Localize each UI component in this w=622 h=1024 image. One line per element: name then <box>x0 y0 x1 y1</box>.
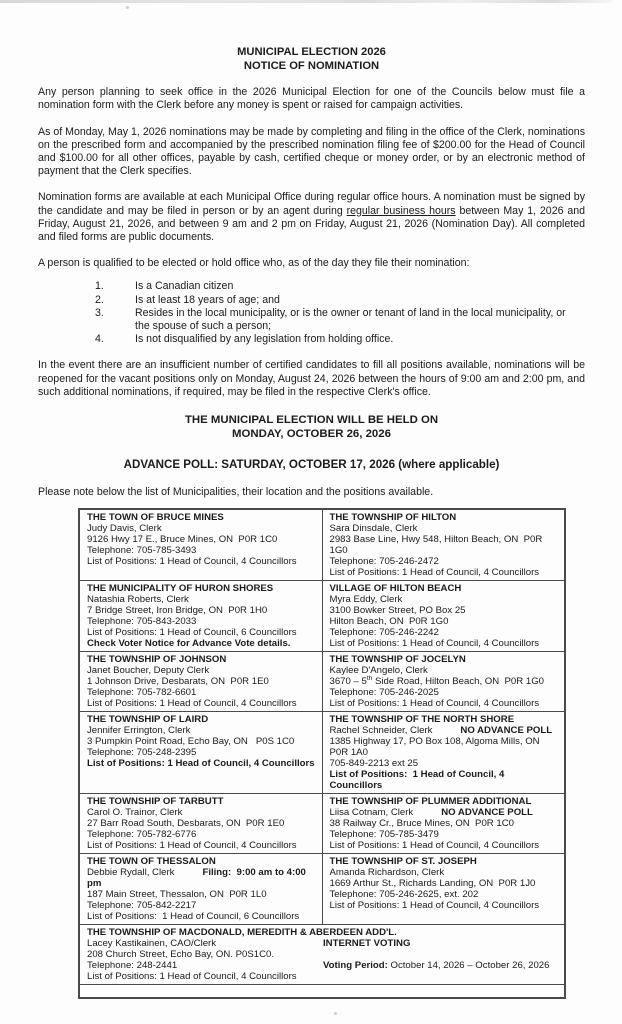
municipality-detail-line <box>330 556 560 567</box>
municipality-row <box>79 652 565 712</box>
municipality-detail-line <box>330 665 560 676</box>
municipality-name: THE TOWNSHIP OF HILTON <box>329 512 457 524</box>
paragraph-insufficient-candidates: In the event there are an insufficient number of certified candidates to fill all positions available, nominations will be reopened for the vacant positions only on Monday, August 24, 2026 between the hours of 9:00 am and 2:00 pm, and such additional nominations, if required, may be filed in the respective Clerk's office. <box>38 359 585 398</box>
municipality-name: THE TOWNSHIP OF JOHNSON <box>87 654 227 666</box>
cell-text: Natashia Roberts, Clerk <box>87 594 189 606</box>
municipality-cell <box>79 581 322 652</box>
municipality-detail-line <box>87 523 317 534</box>
cell-text: Telephone: 705-248-2395 <box>87 747 197 759</box>
cell-text: List of Positions: 1 Head of Council, 6 Councillors <box>87 911 300 923</box>
cell-text: Amanda Richardson, Clerk <box>329 867 445 879</box>
empty-table-row <box>79 985 565 999</box>
cell-text: List of Positions: 1 Head of Council, 6 Councillors <box>87 627 297 639</box>
cell-text: Telephone: 705-842-2217 <box>87 900 197 912</box>
municipality-detail-line <box>323 938 559 949</box>
cell-text: 1385 Highway 17, PO Box 108, Algoma Mills, ON <box>329 736 540 748</box>
cell-text: October 14, 2026 – October 26, 2026 <box>387 960 550 972</box>
municipality-detail-line <box>330 605 560 616</box>
municipality-detail-line <box>330 878 560 889</box>
municipality-detail-line <box>87 840 317 851</box>
cell-text: Telephone: 705-782-6776 <box>87 829 197 841</box>
document-content <box>38 46 585 999</box>
election-date-line-2: MONDAY, OCTOBER 26, 2026 <box>232 428 391 441</box>
cell-text: 3 Pumpkin Point Road, Echo Bay, ON P0S 1C0 <box>87 736 295 748</box>
cell-text: Telephone: 705-785-3493 <box>87 545 197 557</box>
municipality-row <box>79 581 565 652</box>
municipality-detail-line <box>330 769 560 791</box>
cell-text: Hilton Beach, ON P0R 1G0 <box>329 616 449 628</box>
municipality-detail-line <box>330 818 560 829</box>
cell-text: List of Positions: 1 Head of Council, 4 Councillors <box>329 567 540 579</box>
list-item <box>38 307 585 333</box>
cell-text: List of Positions: 1 Head of Council, 4 Councillors <box>87 556 297 568</box>
election-date-notice <box>38 413 585 441</box>
cell-text: 705-849-2213 ext 25 <box>329 758 419 770</box>
municipality-detail-line <box>87 807 317 818</box>
cell-text: Telephone: 705-246-2025 <box>329 687 439 699</box>
cell-text: Myra Eddy, Clerk <box>329 594 403 606</box>
cell-text: Side Road, Hilton Beach, ON P0R 1G0 <box>372 676 544 688</box>
cell-text: List of Positions: 1 Head of Council, 4 Councillors <box>329 769 508 792</box>
municipality-detail-line <box>87 534 317 545</box>
municipality-cell <box>79 794 322 854</box>
municipality-row <box>79 509 565 581</box>
municipalities-table-body <box>79 509 565 998</box>
municipality-name: THE TOWNSHIP OF JOCELYN <box>329 654 466 666</box>
municipality-detail-line <box>87 829 317 840</box>
municipality-detail-line <box>87 889 317 900</box>
municipality-detail-line <box>87 665 317 676</box>
cell-text: INTERNET VOTING <box>323 938 411 950</box>
cell-text: List of Positions: 1 Head of Council, 4 Councillors <box>329 900 540 912</box>
list-item-number: 3. <box>95 306 104 319</box>
municipality-cell <box>322 794 565 854</box>
paragraph-qualification-lead: A person is qualified to be elected or hold office who, as of the day they file their nomination: <box>38 257 470 270</box>
cell-text: 187 Main Street, Thessalon, ON P0R 1L0 <box>87 889 267 901</box>
cell-text: Telephone: 705-785-3479 <box>329 829 439 841</box>
municipality-detail-line <box>87 594 317 605</box>
scan-speck <box>334 1012 337 1015</box>
municipality-cell <box>79 712 322 794</box>
municipality-detail-line <box>87 725 317 736</box>
cell-text: Telephone: 705-246-2625, ext. 202 <box>329 889 479 901</box>
cell-text: 208 Church Street, Echo Bay, ON. P0S1C0. <box>87 949 274 961</box>
municipality-detail-line <box>330 676 560 687</box>
municipality-detail-line <box>330 687 560 698</box>
municipality-detail-line <box>330 900 560 911</box>
list-item-text: Resides in the local municipality, or is the owner or tenant of land in the local municipality, or the spouse of such a person; <box>135 306 566 333</box>
list-item-text: Is at least 18 years of age; and <box>135 293 280 306</box>
advance-poll-notice: ADVANCE POLL: SATURDAY, OCTOBER 17, 2026 (where applicable) <box>123 458 500 472</box>
paragraph-nomination-forms <box>38 191 585 244</box>
municipality-cell <box>79 509 322 581</box>
municipality-detail-line <box>323 960 559 971</box>
municipality-detail-line <box>87 747 317 758</box>
municipality-detail-line <box>87 960 323 971</box>
cell-text: 3100 Bowker Street, PO Box 25 <box>329 605 466 617</box>
cell-text: List of Positions: 1 Head of Council, 4 Councillors <box>329 698 540 710</box>
cell-text: List of Positions: 1 Head of Council, 4 Councillors <box>329 840 540 852</box>
municipality-detail-line <box>87 911 317 922</box>
cell-text: Telephone: 705-782-6601 <box>87 687 197 699</box>
municipality-detail-line <box>87 971 323 982</box>
qualification-list <box>38 280 585 346</box>
municipality-detail-line <box>87 818 317 829</box>
municipality-detail-line <box>87 938 323 949</box>
paragraph-filing-fee: As of Monday, May 1, 2026 nominations may be made by completing and filing in the office of the Clerk, nominations on the prescribed form and accompanied by the prescribed nomination filing fee of $200.00 for the Head of Council and $100.00 for all other offices, payable by cash, certified cheque or money order, or by an electronic method of payment that the Clerk specifies. <box>38 125 585 178</box>
scan-speck <box>126 6 129 9</box>
municipality-detail-line <box>87 605 317 616</box>
cell-text: Telephone: 705-246-2472 <box>329 556 439 568</box>
list-item-text: Is a Canadian citizen <box>135 280 234 293</box>
cell-text: Telephone: 705-843-2033 <box>87 616 197 628</box>
municipality-detail-line <box>330 534 560 556</box>
list-item <box>38 294 585 307</box>
municipality-name: THE MUNICIPALITY OF HURON SHORES <box>87 583 274 595</box>
list-item <box>38 280 585 293</box>
municipality-detail-line <box>87 949 323 960</box>
municipality-detail-line <box>87 627 317 638</box>
cell-text: Liisa Cotnam, Clerk <box>329 807 414 819</box>
cell-text: Lacey Kastikainen, CAO/Clerk <box>87 938 217 950</box>
cell-text: Carol O. Trainor, Clerk <box>87 807 183 819</box>
municipality-row-fullwidth <box>79 925 565 985</box>
list-item-number: 2. <box>95 293 104 306</box>
municipality-detail-line <box>330 807 560 818</box>
municipality-detail-line <box>87 698 317 709</box>
cell-text: List of Positions: 1 Head of Council, 4 Councillors <box>329 638 540 650</box>
municipality-name: VILLAGE OF HILTON BEACH <box>329 583 462 595</box>
municipality-detail-line <box>87 676 317 687</box>
cell-text: Telephone: 705-246-2242 <box>329 627 439 639</box>
municipality-detail-line <box>330 758 560 769</box>
municipality-row <box>79 712 565 794</box>
paragraph-nomination-forms-after: between May 1, 2026 and Friday, August 21, 2026, and between 9 am and 2 pm on Friday, August 21, 2026 (Nomination Day). All completed and filed forms are public documents. <box>38 204 585 244</box>
cell-text: List of Positions: 1 Head of Council, 4 Councillors <box>87 758 315 770</box>
cell-text: 38 Railway Cr., Bruce Mines, ON P0R 1C0 <box>329 818 514 830</box>
municipality-name: THE TOWNSHIP OF THE NORTH SHORE <box>329 714 515 726</box>
cell-text: Judy Davis, Clerk <box>87 523 162 535</box>
municipality-detail-line <box>87 545 317 556</box>
municipality-detail-line <box>330 736 560 747</box>
municipalities-table <box>78 508 566 999</box>
municipality-detail-line <box>330 627 560 638</box>
cell-text: Sara Dinsdale, Clerk <box>329 523 418 535</box>
municipality-detail-line <box>330 829 560 840</box>
cell-text: Jennifer Errington, Clerk <box>87 725 191 737</box>
municipality-cell <box>79 854 322 925</box>
scan-edge-artifact <box>0 0 612 3</box>
municipality-row <box>79 854 565 925</box>
title-line-2: NOTICE OF NOMINATION <box>243 59 380 72</box>
municipality-detail-line <box>330 594 560 605</box>
internet-voting-column <box>323 938 559 982</box>
cell-text: 1669 Arthur St., Richards Landing, ON P0R 1J0 <box>329 878 536 890</box>
cell-text: Janet Boucher, Deputy Clerk <box>87 665 210 677</box>
list-item <box>38 333 585 346</box>
municipality-cell-fullwidth <box>79 925 565 985</box>
cell-text: 7 Bridge Street, Iron Bridge, ON P0R 1H0 <box>87 605 268 617</box>
municipality-detail-line <box>330 638 560 649</box>
municipality-detail-line <box>330 747 560 758</box>
cell-text: NO ADVANCE POLL <box>460 725 553 737</box>
municipality-name: THE TOWNSHIP OF MACDONALD, MEREDITH & ABERDEEN ADD'L. <box>87 927 397 939</box>
municipality-detail-line <box>330 867 560 878</box>
cell-text: Rachel Schneider, Clerk <box>329 725 433 737</box>
list-item-text: Is not disqualified by any legislation from holding office. <box>135 333 394 346</box>
municipality-detail-line <box>330 725 560 736</box>
cell-text: NO ADVANCE POLL <box>441 807 533 819</box>
election-date-line-1: THE MUNICIPAL ELECTION WILL BE HELD ON <box>184 414 439 427</box>
document-title <box>38 46 585 73</box>
cell-text: Kaylee D'Angelo, Clerk <box>329 665 428 677</box>
underlined-phrase: regular business hours <box>346 204 456 217</box>
municipality-detail-line <box>87 638 317 649</box>
clerk-address-column <box>87 938 323 982</box>
title-line-1: MUNICIPAL ELECTION 2026 <box>237 46 386 58</box>
cell-text: List of Positions: 1 Head of Council, 4 Councillors <box>87 840 297 852</box>
list-item-number: 1. <box>95 280 104 293</box>
municipality-name: THE TOWN OF BRUCE MINES <box>87 512 224 524</box>
paragraph-nomination-forms-before: Nomination forms are available at each Municipal Office during regular office hours. A nomination must be signed by the candidate and may be filed in person or by an agent during <box>38 191 585 217</box>
municipality-name: THE TOWNSHIP OF ST. JOSEPH <box>329 856 477 868</box>
municipality-detail-line <box>87 736 317 747</box>
cell-text: Check Voter Notice for Advance Vote details. <box>87 638 291 650</box>
municipality-cell <box>322 854 565 925</box>
municipality-name: THE TOWNSHIP OF PLUMMER ADDITIONAL <box>329 796 532 808</box>
cell-text: List of Positions: 1 Head of Council, 4 Councillors <box>87 698 297 710</box>
municipality-detail-line <box>330 840 560 851</box>
municipality-detail-line <box>87 616 317 627</box>
fullwidth-columns <box>87 938 559 982</box>
municipality-cell <box>322 712 565 794</box>
municipality-name: THE TOWNSHIP OF LAIRD <box>87 714 209 726</box>
municipality-name: THE TOWNSHIP OF TARBUTT <box>87 796 224 808</box>
municipality-row <box>79 794 565 854</box>
municipality-cell <box>322 581 565 652</box>
municipality-detail-line <box>87 900 317 911</box>
cell-text: 2983 Base Line, Hwy 548, Hilton Beach, ON P0R 1G0 <box>329 534 545 557</box>
cell-text: Debbie Rydall, Clerk <box>87 867 175 879</box>
cell-text: Telephone: 248-2441 <box>87 960 178 972</box>
cell-text: 1 Johnson Drive, Desbarats, ON P0R 1E0 <box>87 676 269 688</box>
municipality-detail-line <box>323 949 559 960</box>
municipality-detail-line <box>87 867 317 889</box>
list-item-number: 4. <box>95 333 104 346</box>
paragraph-intro: Any person planning to seek office in the 2026 Municipal Election for one of the Councils below must file a nomination form with the Clerk before any money is spent or raised for campaign activities. <box>38 86 585 112</box>
municipality-detail-line <box>330 523 560 534</box>
table-intro-text: Please note below the list of Municipalities, their location and the positions available. <box>38 486 434 499</box>
municipality-name: THE TOWN OF THESSALON <box>87 856 216 868</box>
municipality-detail-line <box>87 687 317 698</box>
cell-text: 9126 Hwy 17 E., Bruce Mines, ON P0R 1C0 <box>87 534 278 546</box>
cell-text: P0R 1A0 <box>329 747 368 759</box>
municipality-detail-line <box>330 567 560 578</box>
cell-text: 27 Barr Road South, Desbarats, ON P0R 1E0 <box>87 818 285 830</box>
municipality-cell <box>322 509 565 581</box>
municipality-detail-line <box>330 889 560 900</box>
cell-text: Filing: 9:00 am to 4:00 pm <box>87 867 309 890</box>
municipality-detail-line <box>87 556 317 567</box>
municipality-detail-line <box>330 698 560 709</box>
cell-text: List of Positions: 1 Head of Council, 4 Councillors <box>87 971 297 983</box>
cell-text: th <box>366 675 373 683</box>
municipality-cell <box>79 652 322 712</box>
cell-text: Voting Period: <box>323 960 388 972</box>
municipality-detail-line <box>87 758 317 769</box>
municipality-detail-line <box>330 616 560 627</box>
municipality-cell <box>322 652 565 712</box>
empty-table-cell <box>79 985 565 999</box>
cell-text: 3670 – 5 <box>329 676 367 688</box>
